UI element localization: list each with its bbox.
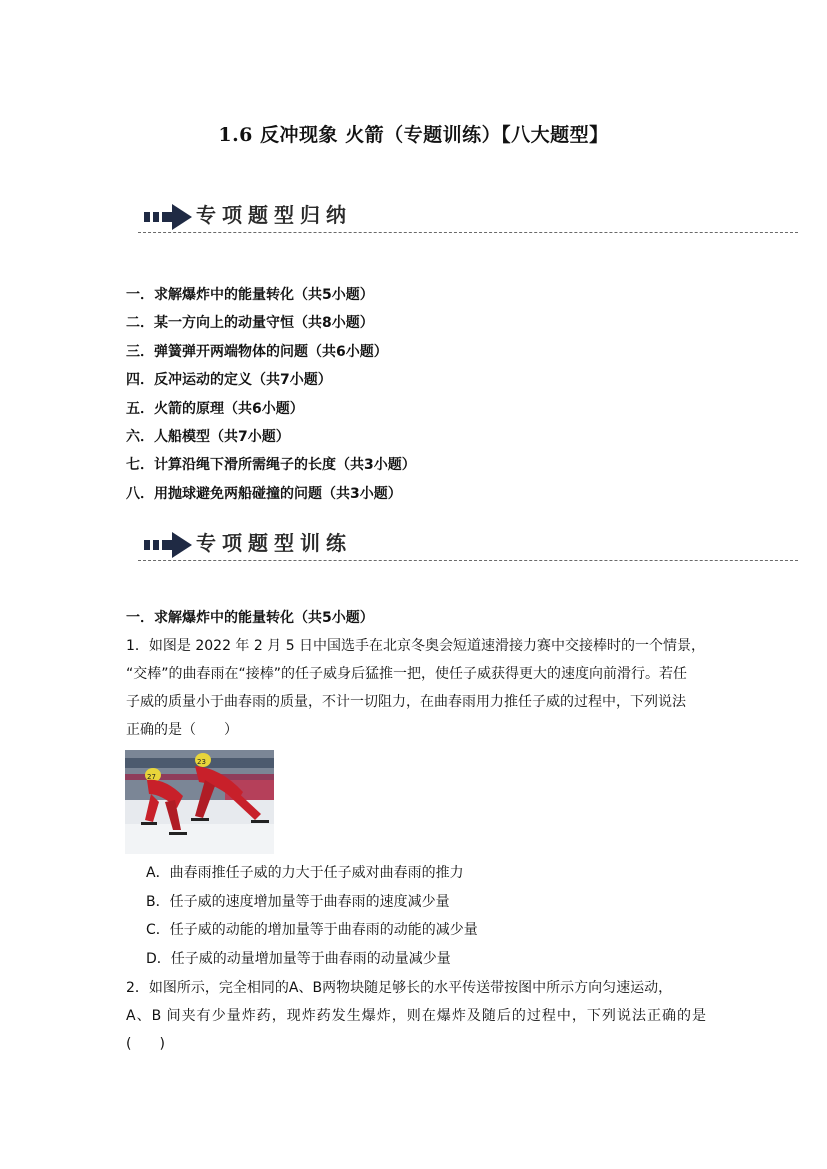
bib-number: 27 — [147, 773, 156, 781]
question-2-text — [126, 974, 706, 1058]
page-title: 1.6 反冲现象 火箭（专题训练）【八大题型】 — [218, 124, 609, 146]
question-line: A、B 间夹有少量炸药，现炸药发生爆炸，则在爆炸及随后的过程中，下列说法正确的是( ) — [126, 1008, 706, 1052]
section-banner-summary — [138, 196, 798, 236]
topic-item: 一．求解爆炸中的能量转化（共5小题） — [126, 287, 374, 303]
topic-item: 七．计算沿绳下滑所需绳子的长度（共3小题） — [126, 457, 416, 474]
topic-list — [126, 285, 416, 512]
question-1-options — [146, 861, 478, 975]
banner-label: 专项题型归纳 — [196, 203, 352, 227]
bib-number: 23 — [197, 758, 206, 766]
question-line: 正确的是（ ） — [126, 722, 238, 738]
topic-item: 二．某一方向上的动量守恒（共8小题） — [126, 315, 374, 332]
section-heading: 一．求解爆炸中的能量转化（共5小题） — [126, 610, 374, 626]
question-line: 1．如图是 2022 年 2 月 5 日中国选手在北京冬奥会短道速滑接力赛中交接棒时的一个情景， — [126, 638, 706, 654]
arrow-icon — [144, 530, 194, 560]
dashed-divider — [138, 232, 798, 233]
topic-item: 五．火箭的原理（共6小题） — [126, 400, 304, 417]
question-line: 2．如图所示，完全相同的A、B两物块随足够长的水平传送带按图中所示方向匀速运动， — [126, 980, 673, 996]
skating-photo — [125, 750, 274, 854]
question-line: “交棒”的曲春雨在“接棒”的任子威身后猛推一把，使任子威获得更大的速度向前滑行。若任 — [126, 666, 688, 682]
section-banner-training — [138, 524, 798, 564]
option-d[interactable]: D．任子威的动量增加量等于曲春雨的动量减少量 — [146, 950, 451, 967]
dashed-divider — [138, 560, 798, 561]
option-b[interactable]: B．任子威的速度增加量等于曲春雨的速度减少量 — [146, 893, 450, 910]
banner-label: 专项题型训练 — [196, 531, 352, 555]
topic-item: 八．用抛球避免两船碰撞的问题（共3小题） — [126, 485, 402, 502]
question-1-text — [126, 632, 706, 744]
option-c[interactable]: C．任子威的动能的增加量等于曲春雨的动能的减少量 — [146, 922, 478, 938]
topic-item: 四．反冲运动的定义（共7小题） — [126, 372, 332, 389]
option-a[interactable]: A．曲春雨推任子威的力大于任子威对曲春雨的推力 — [146, 865, 464, 881]
topic-item: 三．弹簧弹开两端物体的问题（共6小题） — [126, 343, 388, 360]
arrow-icon — [144, 202, 194, 232]
topic-item: 六．人船模型（共7小题） — [126, 428, 290, 445]
question-line: 子威的质量小于曲春雨的质量，不计一切阻力，在曲春雨用力推任子威的过程中，下列说法 — [126, 694, 686, 710]
